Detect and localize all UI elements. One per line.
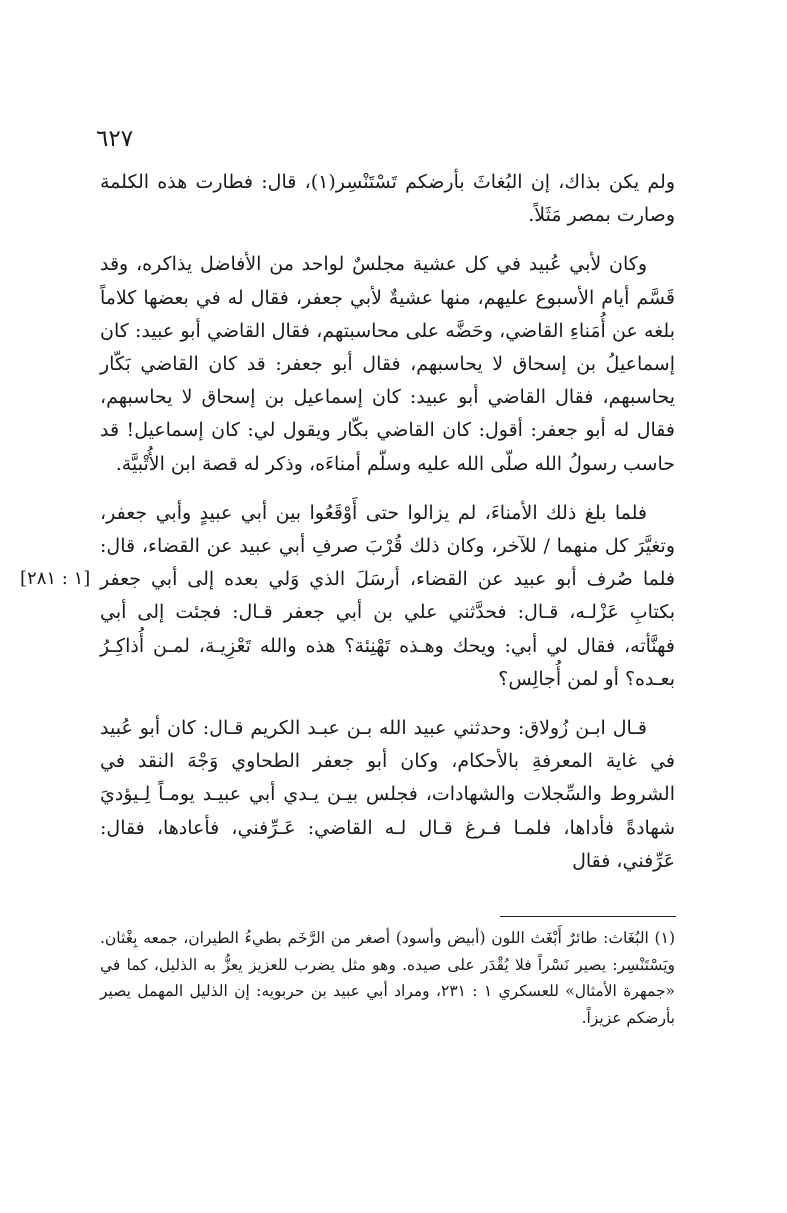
footnotes	[100, 925, 675, 1031]
footnote-divider	[500, 916, 676, 917]
main-text	[100, 166, 675, 878]
paragraph-4: قـال ابـن زُولاق: وحدثني عبيد الله بـن عبـد الكريم قـال: كان أبو عُبيد في غاية المعرفةِ بالأحكام، وكان أبو جعفر الطحاوي وَجْهَ النقد في الشروط والسِّجلات والشهادات، فجلس بيـن يـدي أبي عبيـد يومـاً لِـيؤديَ شهادةً فأداها، فلمـا فـرغ قـال لـه القاضي: عَـرِّفني، فأعادها، فقال: عَرِّفني، فقال	[100, 717, 675, 872]
page-number: ٦٢٧	[96, 126, 134, 152]
paragraph-3: فلما بلغ ذلك الأمناءَ، لم يزالوا حتى أَوْقَعُوا بين أبي عبيدٍ وأبي جعفر، وتغيَّرَ كل منهما / للآخر، وكان ذلك قُرْبَ صرفِ أبي عبيد عن القضاء، قال: فلما صُرف أبو عبيد عن القضاء، أرسَلَ الذي وَلي بعده إلى أبي جعفر بكتابِ عَزْلـه، قـال: فحدَّثني علي بن أبي جعفر قـال: فجئت إلى أبي فهنَّأته، فقال لي أبي: ويحك وهـذه تَهْنِئة؟ هذه والله تَعْزِيـة، لمـن أُذاكِـرُ بعـده؟ أو لمن أُجالِس؟	[100, 501, 675, 690]
paragraph-1: ولم يكن بذاك، إن البُغاثَ بأرضكم تَسْتَنْسِر(١)، قال: فطارت هذه الكلمة وصارت بمصر مَثَلاً.	[100, 171, 675, 227]
margin-reference: [١ : ٢٨١]	[20, 568, 91, 589]
paragraph-2: وكان لأبي عُبيد في كل عشية مجلسٌ لواحد من الأفاضل يذاكره، وقد قَسَّم أيام الأسبوع عليهم، منها عشيةٌ لأبي جعفر، فقال له في بعضها كلاماً بلغه عن أُمَناءِ القاضي، وحَضَّه على محاسبتهم، فقال القاضي أبو عبيد: كان إسماعيلُ بن إسحاق لا يحاسبهم، فقال أبو جعفر: قد كان القاضي بَكّار يحاسبهم، فقال القاضي أبو عبيد: كان إسماعيل بن إسحاق لا يحاسبهم، فقال له أبو جعفر: أقول: كان القاضي بكّار ويقول لي: كان إسماعيل! قد حاسب رسولُ الله صلّى الله عليه وسلّم أمناءَه، وذكر له قصة ابن الأُتْبيَّة.	[100, 253, 675, 475]
footnote-1: (١) البُغَاث: طائرٌ أَبْغَث اللون (أبيض وأسود) أصغر من الرَّخَم بطيءُ الطيران، جمعه بِغْثان. ويَسْتَنْسِر: يصير نَسْراً فلا يُقْدَر على صيده. وهو مثل يضرب للعزيز يعزُّ به الذليل، كما في «جمهرة الأمثال» للعسكري ١ : ٢٣١، ومراد أبي عبيد بن حربويه: إن الذليل المهمل يصير بأرضكم عزيزاً.	[100, 929, 676, 1027]
